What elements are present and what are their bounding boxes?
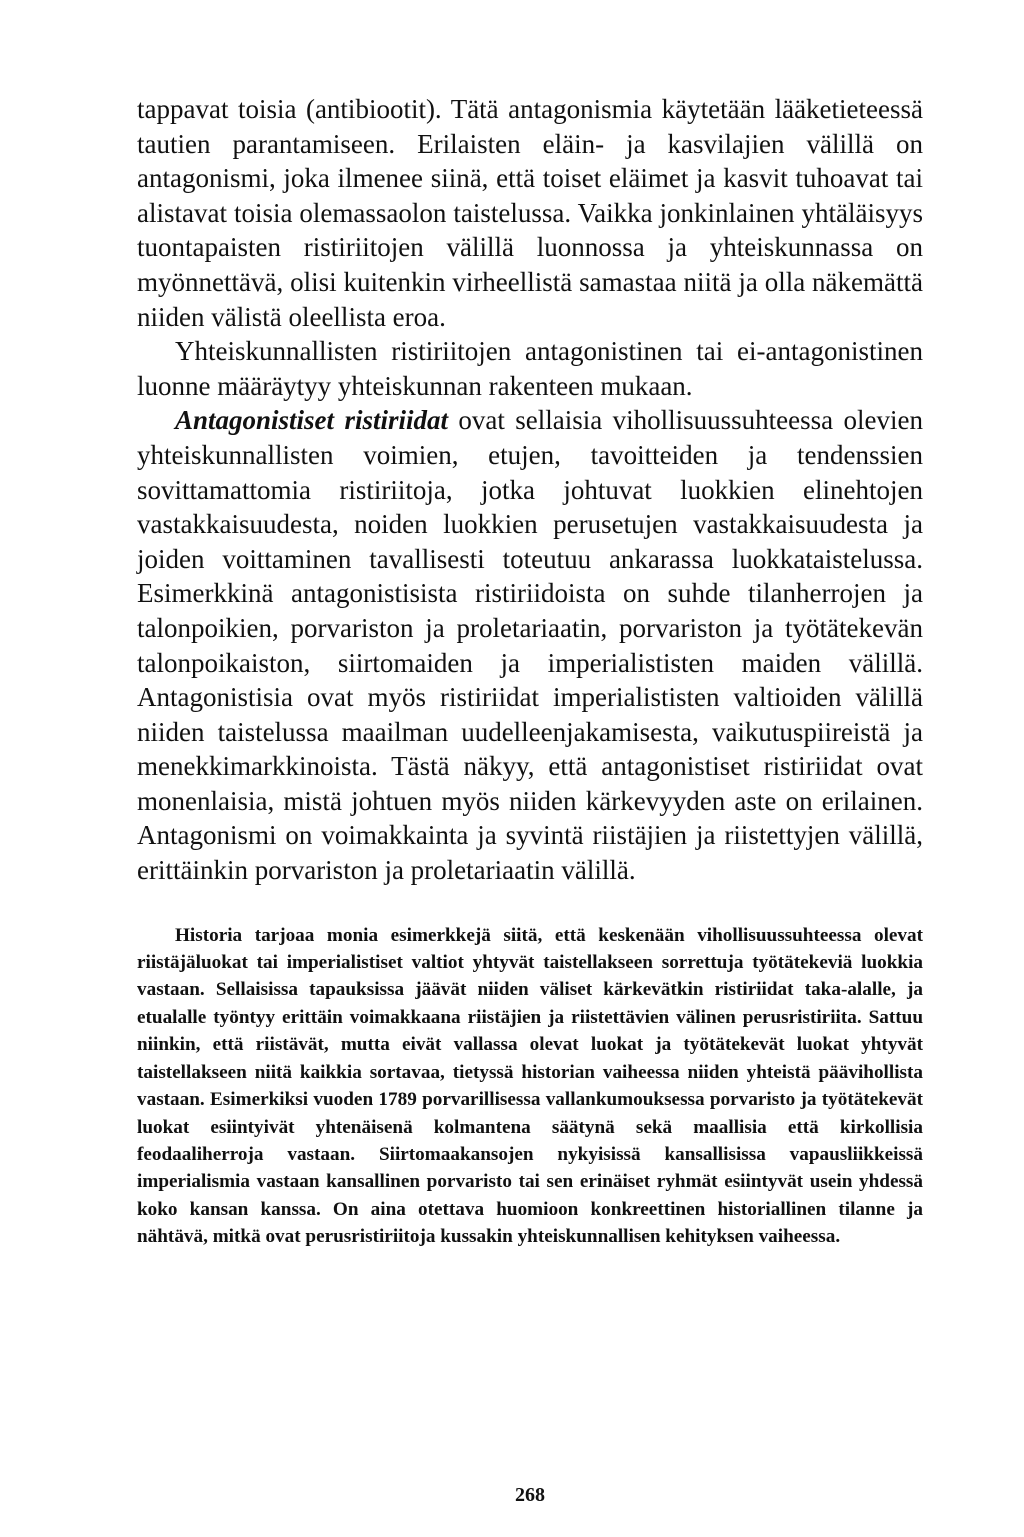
paragraph-antagonistic-body: ovat sellaisia vihollisuussuhteessa olevien yhteiskunnallisten voimien, etujen, tavoitteiden ja tendenssien sovittamattomia ristiriitoja, jotka johtuvat luokkien elinehtojen vastakkaisuudesta, noiden luokkien perusetujen vastakkaisuudesta ja joiden voittaminen tavallisesti toteutuu ankarassa luokkataistelussa. Esimerkkinä antagonistisista ristiriidoista on suhde tilanherrojen ja talonpoikien, porvariston ja proletariaatin, porvariston ja työtätekevän talonpoikaiston, siirtomaiden ja imperialististen maiden välillä. Antagonistisia ovat myös ristiriidat imperialististen valtioiden välillä niiden taistelussa maailman uudelleenjakamisesta, vaikutuspiireistä ja menekkimarkkinoista. Tästä näkyy, että antagonistiset ristiriidat ovat monenlaisia, mistä johtuen myös niiden kärkevyyden aste on erilainen. Antagonismi on voimakkainta ja syvintä riistäjien ja riistettyjen välillä, erittäinkin porvariston ja proletariaatin välillä. [137,405,923,886]
paragraph-societal-contradictions: Yhteiskunnallisten ristiriitojen antagonistinen tai ei-antagonistinen luonne määräytyy yhteiskunnan rakenteen mukaan. [137,336,923,401]
paragraph-antagonistic-contradictions [137,403,923,887]
book-page [137,92,923,1506]
paragraph-continued: tappavat toisia (antibiootit). Tätä antagonismia käytetään lääketieteessä tautien parantamiseen. Erilaisten eläin- ja kasvilajien välillä on antagonismi, joka ilmenee siinä, että toiset eläimet ja kasvit tuhoavat tai alistavat toisia olemassaolon taistelussa. Vaikka jonkinlainen yhtäläisyys tuontapaisten ristiriitojen välillä luonnossa ja yhteiskunnassa on myönnettävä, olisi kuitenkin virheellistä samastaa niitä ja olla näkemättä niiden välistä oleellista eroa. [137,94,923,332]
footnote: Historia tarjoaa monia esimerkkejä siitä, että keskenään vihollisuussuhteessa olevat riistäjäluokat tai imperialistiset valtiot yhtyvät taistellakseen sorrettuja työtätekeviä luokkia vastaan. Sellaisissa tapauksissa jäävät niiden väliset kärkevätkin ristiriidat taka-alalle, ja etualalle työntyy erittäin voimakkaana riistäjien ja riistettävien välinen perusristiriita. Sattuu niinkin, että riistävät, mutta eivät vallassa olevat luokat ja työtätekevät luokat yhtyvät taistellakseen niitä kaikkia sortavaa, tietyssä historian vaiheessa niiden yhteistä päävihollista vastaan. Esimerkiksi vuoden 1789 porvarillisessa vallankumouksessa porvaristo ja työtätekevät luokat esiintyivät yhtenäisenä kolmantena säätynä sekä maallisia että kirkollisia feodaaliherroja vastaan. Siirtomaakansojen nykyisissä kansallisissa vapausliikkeissä imperialismia vastaan kansallinen porvaristo tai sen erinäiset ryhmät esiintyvät usein yhdessä koko kansan kanssa. On aina otettava huomioon konkreettinen historiallinen tilanne ja nähtävä, mitkä ovat perusristiriitoja kussakin yhteiskunnallisen kehityksen vaiheessa. [137,924,923,1248]
term-antagonistic-contradictions: Antagonistiset ristiriidat [175,405,448,436]
page-number: 268 [515,1484,545,1506]
main-text [137,92,923,888]
